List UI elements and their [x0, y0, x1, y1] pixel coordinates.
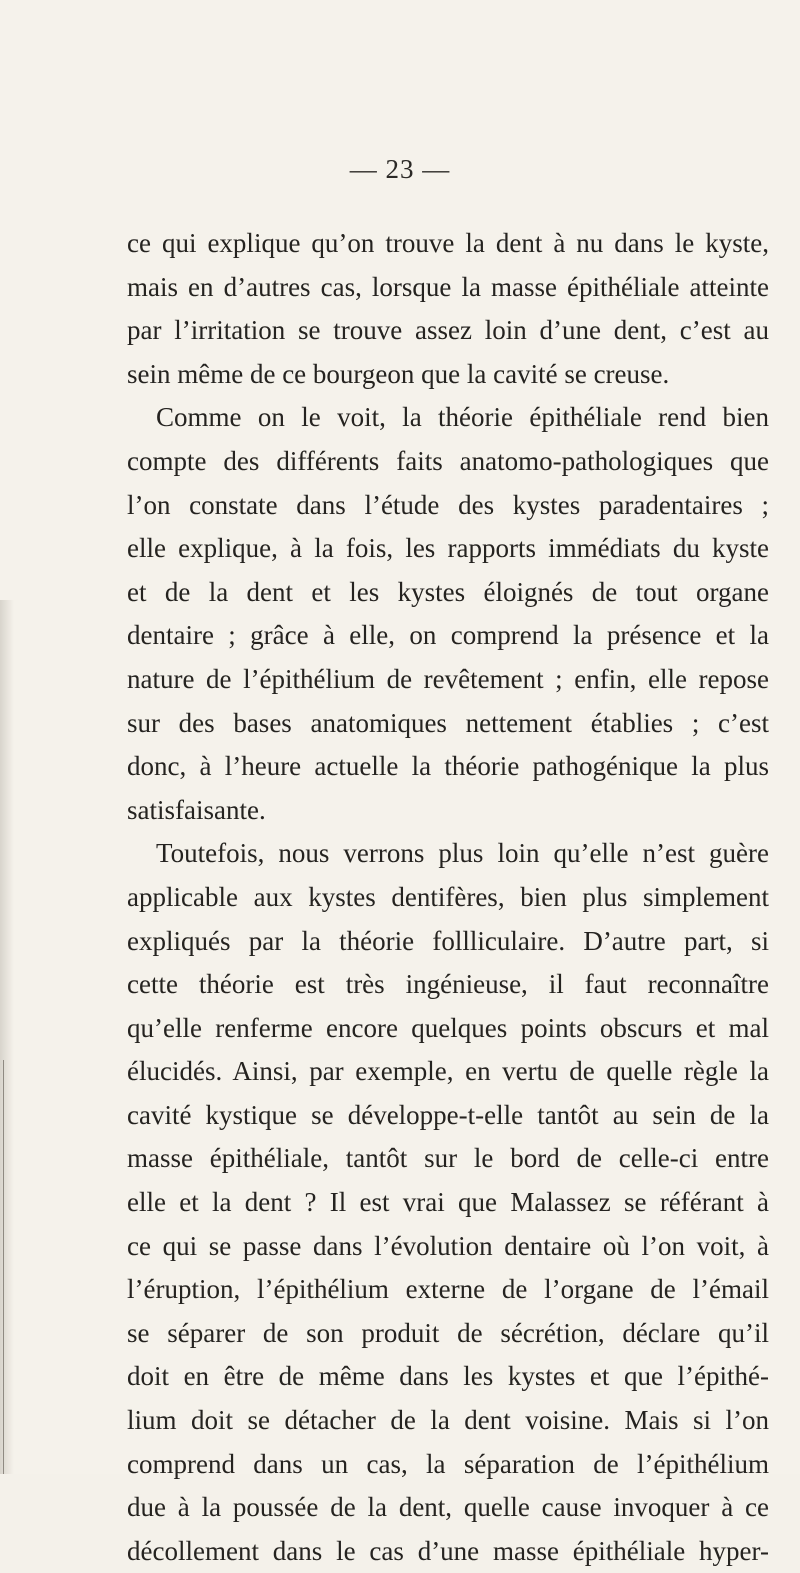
text-line: cette théorie est très ingénieuse, il faut reconnaître: [127, 969, 769, 1000]
text-line: par l’irritation se trouve assez loin d’une dent, c’est au: [127, 315, 769, 346]
text-line: satisfaisante.: [127, 794, 266, 825]
text-line: due à la poussée de la dent, quelle cause invoquer à ce: [127, 1492, 769, 1523]
text-line: se séparer de son produit de sécrétion, déclare qu’il: [127, 1317, 769, 1348]
text-line: sein même de ce bourgeon que la cavité se creuse.: [127, 358, 670, 389]
text-line: ce qui explique qu’on trouve la dent à nu dans le kyste,: [127, 228, 769, 258]
text-line: ce qui se passe dans l’évolution dentaire où l’on voit, à: [127, 1230, 769, 1261]
text-line: masse épithéliale, tantôt sur le bord de celle-ci entre: [127, 1143, 769, 1174]
text-line: élucidés. Ainsi, par exemple, en vertu de quelle règle la: [127, 1056, 769, 1087]
text-line: doit en être de même dans les kystes et que l’épithé-: [127, 1361, 769, 1392]
text-line: comprend dans un cas, la séparation de l’épithélium: [127, 1448, 769, 1479]
text-line: donc, à l’heure actuelle la théorie pathogénique la plus: [127, 751, 769, 782]
paragraph-start-line: Toutefois, nous verrons plus loin qu’elle n’est guère: [156, 838, 769, 869]
text-line: lium doit se détacher de la dent voisine. Mais si l’on: [127, 1405, 769, 1436]
text-line: elle et la dent ? Il est vrai que Malassez se référant à: [127, 1187, 769, 1218]
text-line: expliqués par la théorie follliculaire. D’autre part, si: [127, 925, 769, 956]
page-number: — 23 —: [349, 154, 451, 184]
body-text: [127, 222, 769, 1573]
text-line: elle explique, à la fois, les rapports immédiats du kyste: [127, 533, 769, 564]
text-line: sur des bases anatomiques nettement établies ; c’est: [127, 707, 769, 738]
text-line: l’on constate dans l’étude des kystes paradentaires ;: [127, 489, 769, 520]
text-line: et de la dent et les kystes éloignés de tout organe: [127, 576, 769, 607]
text-line: dentaire ; grâce à elle, on comprend la présence et la: [127, 620, 769, 651]
binding-edge: [3, 1060, 4, 1474]
text-line: décollement dans le cas d’une masse épithéliale hyper-: [127, 1535, 769, 1566]
text-line: qu’elle renferme encore quelques points obscurs et mal: [127, 1012, 769, 1043]
text-line: cavité kystique se développe-t-elle tantôt au sein de la: [127, 1099, 769, 1130]
text-line: compte des différents faits anatomo-pathologiques que: [127, 445, 769, 476]
text-line: l’éruption, l’épithélium externe de l’organe de l’émail: [127, 1274, 769, 1305]
text-line: mais en d’autres cas, lorsque la masse épithéliale atteinte: [127, 271, 769, 302]
text-line: applicable aux kystes dentifères, bien plus simplement: [127, 881, 769, 912]
paragraph-start-line: Comme on le voit, la théorie épithéliale rend bien: [156, 402, 769, 433]
text-line: nature de l’épithélium de revêtement ; enfin, elle repose: [127, 663, 769, 694]
